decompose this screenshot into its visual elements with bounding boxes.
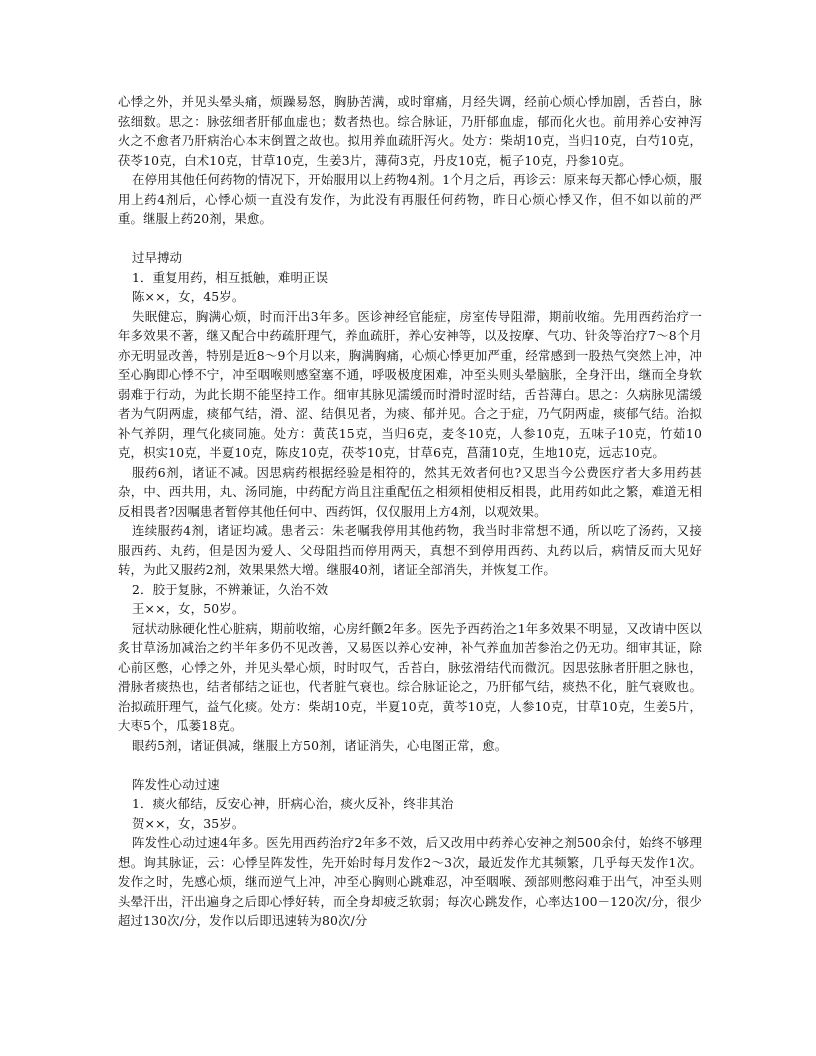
subheading-line: 陈××，女，45岁。 <box>132 289 245 304</box>
body-paragraph: 连续服药4剂，诸证均减。患者云：朱老嘱我停用其他药物，我当时非常想不通，所以吃了汤药，又接服西药、丸药，但是因为爱人、父母阻挡而停用两天，真想不到停用西药、丸药以后，病情反而大见好转，为此又服药2剂，效果果然大增。继服40剂，诸证全部消失，并恢复工作。 <box>118 523 702 577</box>
section-heading: 过早搏动 <box>132 250 183 265</box>
subheading-line: 1．重复用药，相互抵触，难明正误 <box>132 269 329 285</box>
section-heading: 阵发性心动过速 <box>132 776 220 792</box>
body-paragraph: 眼药5剂，诸证俱减，继服上方50剂，诸证消失，心电图正常，愈。 <box>132 737 508 753</box>
body-paragraph: 心悸之外，并见头晕头痛，烦躁易怒，胸胁苦满，或时窜痛，月经失调，经前心烦心悸加剧，舌苔白，脉弦细数。思之：脉弦细者肝郁血虚也；数者热也。综合脉证，乃肝郁血虚，郁而化火也。前用养心安神泻火之不愈者乃肝病治心本末倒置之故也。拟用养血疏肝泻火。处方：柴胡10克，当归10克，白芍10克，茯苓10克，白术10克，甘草10克，生姜3片，薄荷3克，丹皮10克，栀子10克，丹参10克。 <box>118 94 702 168</box>
subheading-line: 2．胶于复脉，不辨兼证，久治不效 <box>132 581 329 597</box>
body-paragraph: 阵发性心动过速4年多。医先用西药治疗2年多不效，后又改用中药养心安神之剂500余付，始终不够理想。询其脉证，云：心悸呈阵发性，先开始时每月发作2～3次，最近发作尤其频繁，几乎每天发作1次。发作之时，先感心烦，继而逆气上冲，冲至心胸则心跳难忍，冲至咽喉、颈部则憋闷难于出气，冲至头则头晕汗出，汗出遍身之后即心悸好转，而全身却疲乏软弱；每次心跳发作，心率达100－120次/分，很少超过130次/分，发作以后即迅速转为80次/分 <box>118 835 702 928</box>
body-paragraph: 服药6剂，诸证不减。因思病药根据经验是相符的，然其无效者何也?又思当今公费医疗者大多用药甚杂，中、西共用，丸、汤同施，中药配方尚且注重配伍之相须相使相反相畏，此用药如此之繁，难道无相反相畏者?因嘱患者暂停其他任何中、西药饵，仅仅服用上方4剂，以观效果。 <box>118 464 702 519</box>
document-page <box>118 92 702 931</box>
body-paragraph: 失眠健忘，胸满心烦，时而汗出3年多。医诊神经官能症，房室传导阻滞，期前收缩。先用西药治疗一年多效果不著，继又配合中药疏肝理气，养血疏肝，养心安神等，以及按摩、气功、针灸等治疗7～8个月亦无明显改善，特别是近8～9个月以来，胸满胸痛，心烦心悸更加严重，经常感到一股热气突然上冲，冲至心胸即心悸不宁，冲至咽喉则感窒塞不通，呼吸极度困难，冲至头则头晕脑胀，全身汗出，继而全身软弱难于行动，为此长期不能坚持工作。细审其脉见濡缓而时滑时涩时结，舌苔薄白。思之：久病脉见濡缓者为气阴两虚，痰郁气结，滑、涩、结俱见者，为痰、郁并见。合之于症，乃气阴两虚，痰郁气结。治拟补气养阴，理气化痰同施。处方：黄芪15克，当归6克，麦冬10克，人参10克，五味子10克，竹茹10克，枳实10克，半夏10克，陈皮10克，茯苓10克，甘草6克，菖蒲10克，生地10克，远志10克。 <box>118 308 702 460</box>
subheading-line: 王××，女，50岁。 <box>132 601 245 616</box>
subheading-line: 贺××，女，35岁。 <box>132 815 245 831</box>
body-paragraph: 冠状动脉硬化性心脏病，期前收缩，心房纤颤2年多。医先予西药治之1年多效果不明显，又改请中医以炙甘草汤加减治之约半年多仍不见改善，又易医以养心安神，补气养血加苦参治之仍无功。细审其证，除心前区憋，心悸之外，并见头晕心烦，时时叹气，舌苔白，脉弦滑结代而微沉。因思弦脉者肝胆之脉也，滑脉者痰热也，结者郁结之证也，代者脏气衰也。综合脉证论之，乃肝郁气结，痰热不化，脏气衰败也。治拟疏肝理气，益气化痰。处方：柴胡10克，半夏10克，黄芩10克，人参10克，甘草10克，生姜5片，大枣5个，瓜蒌18克。 <box>118 620 702 733</box>
body-paragraph: 在停用其他任何药物的情况下，开始服用以上药物4剂。1个月之后，再诊云：原来每天都心悸心烦，服用上药4剂后，心悸心烦一直没有发作，为此没有再服任何药物，昨日心烦心悸又作，但不如以前的严重。继服上药20剂，果愈。 <box>118 172 702 226</box>
subheading-line: 1．痰火郁结，反安心神，肝病心治，痰火反补，终非其治 <box>132 796 454 811</box>
